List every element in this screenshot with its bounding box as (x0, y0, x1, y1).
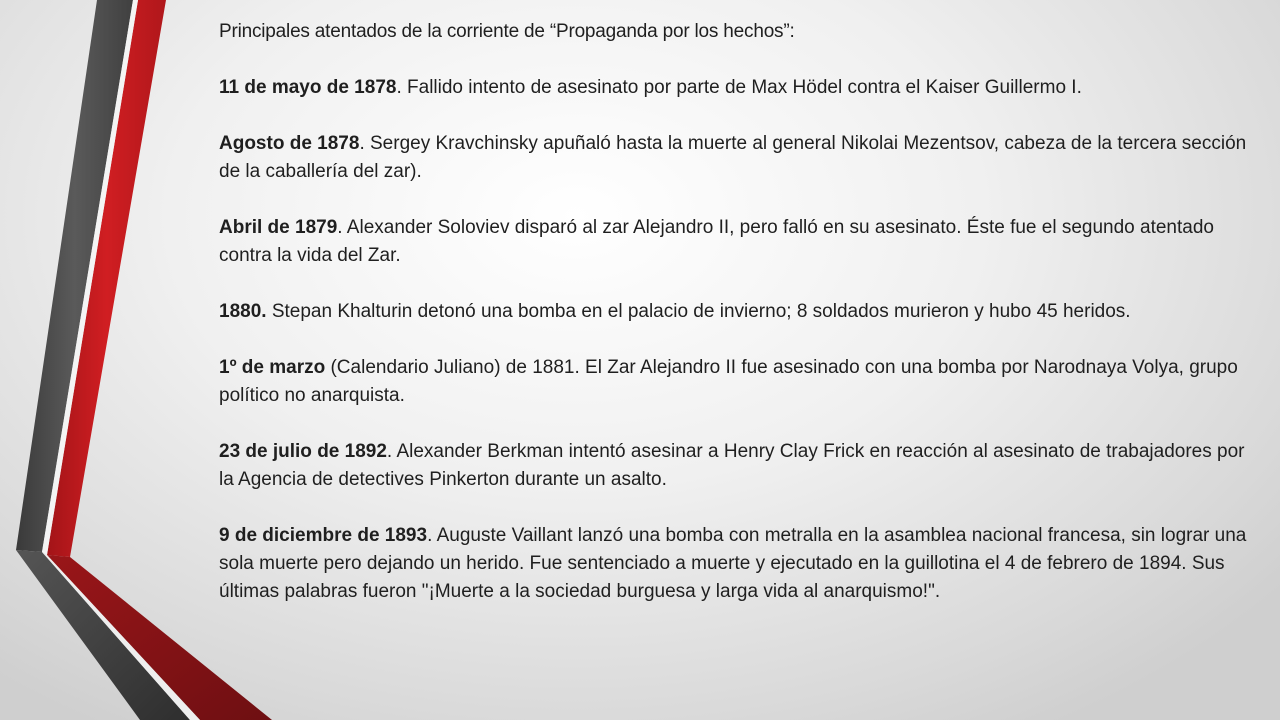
event-1878-august (219, 130, 1259, 186)
event-1892-july (219, 438, 1259, 494)
event-description: Stepan Khalturin detonó una bomba en el palacio de invierno; 8 soldados murieron y hubo 45 heridos. (271, 301, 1131, 322)
event-description: Sergey Kravchinsky apuñaló hasta la muerte al general Nikolai Mezentsov, cabeza de la tercera sección de la caballería del zar). (219, 133, 1247, 182)
event-1878-may (219, 74, 1259, 102)
event-1893-december (219, 522, 1259, 606)
event-date: Abril de 1879 (219, 217, 338, 238)
event-description: (Calendario Juliano) de 1881. El Zar Alejandro II fue asesinado con una bomba por Narodnaya Volya, grupo político no anarquista. (219, 357, 1238, 406)
event-separator: . (427, 525, 437, 546)
event-separator: . (396, 77, 408, 98)
event-description: Alexander Soloviev disparó al zar Alejandro II, pero falló en su asesinato. Éste fue el segundo atentado contra la vida del Zar. (219, 217, 1214, 266)
event-date: 9 de diciembre de 1893 (219, 525, 428, 546)
event-date: 11 de mayo de 1878 (219, 77, 397, 98)
event-separator: . (386, 441, 397, 462)
event-1881-march (219, 354, 1259, 410)
white-gap-lower (42, 552, 200, 720)
event-description: Alexander Berkman intentó asesinar a Henry Clay Frick en reacción al asesinato de trabajadores por la Agencia de detectives Pinkerton durante un asalto. (219, 441, 1245, 490)
event-separator: . (359, 133, 370, 154)
event-date: 1880. (219, 301, 267, 322)
slide-heading: Principales atentados de la corriente de “Propaganda por los hechos”: (219, 21, 795, 42)
slide-content (219, 18, 1259, 606)
event-separator: . (337, 217, 347, 238)
event-description: Auguste Vaillant lanzó una bomba con metralla en la asamblea nacional francesa, sin lograr una sola muerte pero dejando un herido. Fue sentenciado a muerte y ejecutado en la guillotina el 4 de febrero de 1894. Sus últimas palabras fueron "¡Muerte a la sociedad burguesa y larga vida al anarquismo!". (219, 525, 1247, 602)
event-date: 1º de marzo (219, 357, 326, 378)
event-date: Agosto de 1878 (219, 133, 360, 154)
event-description: Fallido intento de asesinato por parte de Max Hödel contra el Kaiser Guillermo I. (407, 77, 1082, 98)
event-1880 (219, 298, 1259, 326)
event-date: 23 de julio de 1892 (219, 441, 387, 462)
event-1879-april (219, 214, 1259, 270)
